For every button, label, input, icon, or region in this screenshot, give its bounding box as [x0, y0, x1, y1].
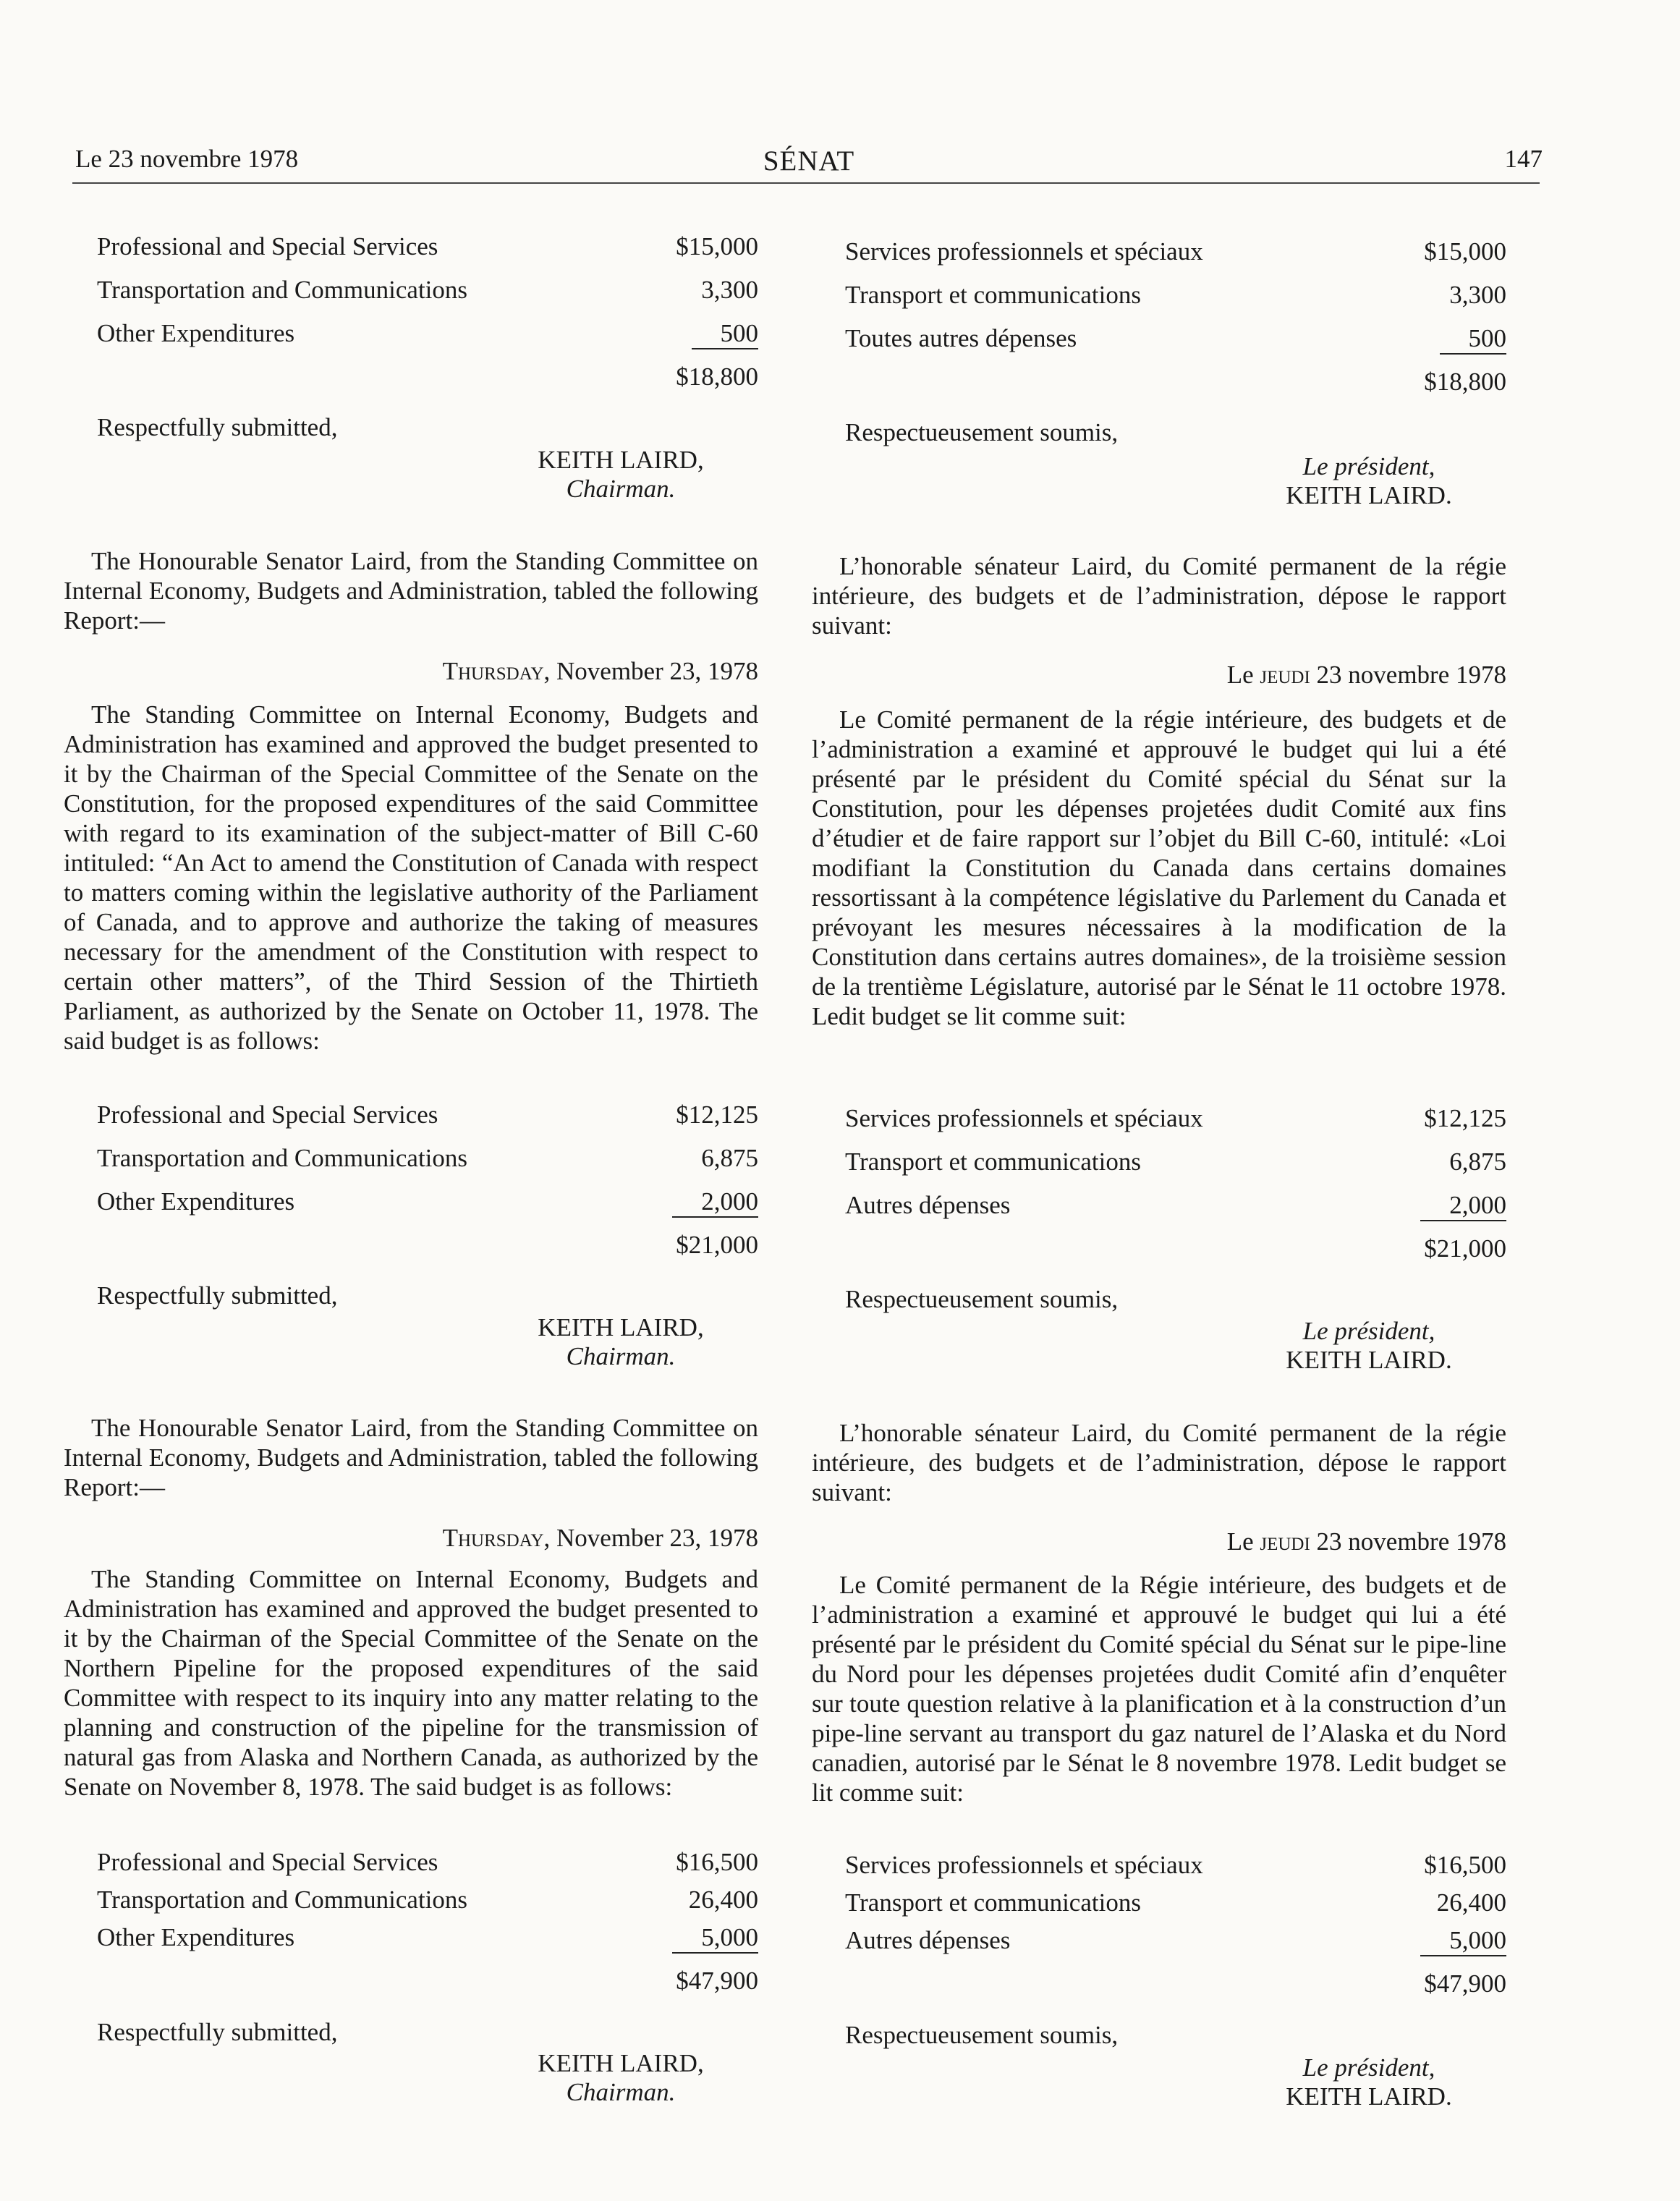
budget-label: Services professionnels et spéciaux	[845, 237, 1203, 266]
budget-label: Transportation and Communications	[97, 1144, 468, 1172]
signature-block	[64, 446, 758, 504]
submitted-line: Respectfully submitted,	[97, 1281, 338, 1310]
signature-title: Chairman.	[566, 475, 676, 503]
budget-row	[812, 1925, 1506, 1969]
budget-amount: 3,300	[701, 276, 758, 304]
report-intro: The Honourable Senator Laird, from the Standing Committee on Internal Economy, Budgets and Administration, tabled the following Report:—	[64, 1414, 758, 1501]
budget-amount: $15,000	[676, 232, 758, 260]
report-date: Le jeudi 23 novembre 1978	[1226, 661, 1506, 689]
signature-block	[812, 2053, 1506, 2111]
submitted-line: Respectueusement soumis,	[845, 1285, 1119, 1313]
signature-name: KEITH LAIRD,	[538, 2049, 704, 2077]
report-body: The Standing Committee on Internal Economy, Budgets and Administration has examined and approved the budget presented to it by the Chairman of the Special Committee of the Senate on the Northern Pipeline for the proposed expenditures of the said Committee with respect to its inquiry into any matter relating to the planning and construction of the pipeline for the transmission of natural gas from Alaska and Northern Canada, as authorized by the Senate on November 8, 1978. The said budget is as follows:	[64, 1565, 758, 1801]
budget-row	[812, 237, 1506, 280]
budget-label: Transport et communications	[845, 1888, 1141, 1917]
report-date: Thursday, November 23, 1978	[442, 1524, 758, 1552]
budget-label: Transportation and Communications	[97, 1886, 468, 1914]
budget-row	[812, 1103, 1506, 1147]
budget-row	[64, 1100, 758, 1143]
submitted-line: Respectueusement soumis,	[845, 418, 1119, 446]
budget-amount: 5,000	[672, 1922, 758, 1954]
signature-block	[64, 2049, 758, 2107]
budget-table-2-fr	[812, 1103, 1506, 1277]
report-intro: L’honorable sénateur Laird, du Comité permanent de la régie intérieure, des budgets et de l’administration, dépose le rapport suivant:	[812, 1419, 1506, 1506]
budget-amount: $16,500	[676, 1848, 758, 1876]
budget-amount: 2,000	[1420, 1190, 1506, 1221]
budget-label: Services professionnels et spéciaux	[845, 1104, 1203, 1132]
budget-total: $18,800	[676, 362, 758, 391]
budget-row	[64, 1847, 758, 1885]
budget-row	[812, 1190, 1506, 1234]
budget-table-2	[64, 1100, 758, 1273]
budget-amount: 500	[1440, 323, 1507, 355]
budget-amount: 26,400	[688, 1886, 758, 1914]
budget-total-row	[64, 1230, 758, 1273]
budget-total: $21,000	[1424, 1234, 1506, 1263]
budget-row	[812, 1147, 1506, 1190]
budget-row	[64, 275, 758, 318]
budget-row	[812, 1850, 1506, 1888]
signature-block	[64, 1313, 758, 1371]
budget-row	[64, 1885, 758, 1922]
signature-name: KEITH LAIRD.	[1286, 481, 1452, 509]
report-date: Thursday, November 23, 1978	[442, 657, 758, 685]
submitted-line: Respectfully submitted,	[97, 413, 338, 441]
budget-label: Professional and Special Services	[97, 232, 438, 260]
budget-amount: 500	[692, 318, 759, 349]
report-intro: L’honorable sénateur Laird, du Comité permanent de la régie intérieure, des budgets et de l’administration, dépose le rapport suivant:	[812, 552, 1506, 640]
budget-row	[64, 1143, 758, 1187]
budget-table-3-fr	[812, 1850, 1506, 2012]
budget-row	[64, 1922, 758, 1966]
signature-title: Chairman.	[566, 1342, 676, 1370]
budget-label: Transportation and Communications	[97, 276, 468, 304]
submitted-line: Respectueusement soumis,	[845, 2021, 1119, 2049]
budget-amount: $16,500	[1424, 1851, 1506, 1879]
budget-row	[64, 232, 758, 275]
report-body: Le Comité permanent de la Régie intérieure, des budgets et de l’administration a examiné et approuvé le budget qui lui a été présenté par le président du Comité spécial du Sénat sur le pipe-line du Nord pour les dépenses projetées dudit Comité afin d’enquêter sur toute question relative à la planification et à la construction d’un pipe-line servant au transport du gaz naturel de l’Alaska et du Nord canadien, autorisé par le Sénat le 8 novembre 1978. Ledit budget se lit comme suit:	[812, 1571, 1506, 1807]
budget-total-row	[812, 367, 1506, 410]
header-date: Le 23 novembre 1978	[75, 145, 299, 173]
budget-row	[812, 280, 1506, 323]
budget-label: Transport et communications	[845, 1148, 1141, 1176]
budget-label: Autres dépenses	[845, 1191, 1011, 1219]
signature-title: Chairman.	[566, 2078, 676, 2106]
budget-label: Autres dépenses	[845, 1926, 1011, 1954]
budget-label: Professional and Special Services	[97, 1848, 438, 1876]
budget-amount: 2,000	[672, 1187, 758, 1218]
report-date: Le jeudi 23 novembre 1978	[1226, 1527, 1506, 1556]
signature-name: KEITH LAIRD,	[538, 446, 704, 474]
budget-total-row	[812, 1969, 1506, 2012]
budget-row	[64, 1187, 758, 1230]
signature-name: KEITH LAIRD,	[538, 1313, 704, 1341]
signature-title: Le président,	[1302, 1317, 1435, 1345]
report-intro: The Honourable Senator Laird, from the Standing Committee on Internal Economy, Budgets and Administration, tabled the following Report:—	[64, 547, 758, 635]
budget-total: $47,900	[1424, 1969, 1506, 1998]
report-body: The Standing Committee on Internal Economy, Budgets and Administration has examined and approved the budget presented to it by the Chairman of the Special Committee of the Senate on the Constitution, for the proposed expenditures of the said Committee with regard to its examination of the subject-matter of Bill C-60 intituled: “An Act to amend the Constitution of Canada with respect to matters coming within the legislative authority of the Parliament of Canada, and to approve and authorize the taking of measures necessary for the amendment of the Constitution with respect to certain other matters”, of the Third Session of the Thirtieth Parliament, as authorized by the Senate on October 11, 1978. The said budget is as follows:	[64, 700, 758, 1055]
signature-title: Le président,	[1302, 2053, 1435, 2082]
budget-total: $18,800	[1424, 368, 1506, 396]
budget-amount: 5,000	[1420, 1925, 1506, 1956]
budget-amount: $12,125	[1424, 1104, 1506, 1132]
budget-amount: $12,125	[676, 1100, 758, 1129]
budget-label: Other Expenditures	[97, 319, 295, 347]
header-title: SÉNAT	[763, 145, 855, 177]
budget-amount: 6,875	[1449, 1148, 1506, 1176]
budget-label: Services professionnels et spéciaux	[845, 1851, 1203, 1879]
budget-amount: 26,400	[1436, 1888, 1506, 1917]
budget-label: Other Expenditures	[97, 1923, 295, 1951]
budget-total: $47,900	[676, 1967, 758, 1995]
signature-name: KEITH LAIRD.	[1286, 2082, 1452, 2111]
signature-block	[812, 1317, 1506, 1375]
header-rule	[72, 182, 1540, 184]
budget-total-row	[64, 1966, 758, 2009]
signature-block	[812, 452, 1506, 510]
budget-table-1	[64, 232, 758, 405]
budget-amount: 6,875	[701, 1144, 758, 1172]
budget-label: Toutes autres dépenses	[845, 324, 1077, 352]
budget-total: $21,000	[676, 1231, 758, 1259]
signature-title: Le président,	[1302, 452, 1435, 480]
budget-amount: 3,300	[1449, 281, 1506, 309]
budget-label: Professional and Special Services	[97, 1100, 438, 1129]
report-body: Le Comité permanent de la régie intérieure, des budgets et de l’administration a examiné et approuvé le budget qui lui a été présenté par le président du Comité spécial du Sénat sur la Constitution, pour les dépenses projetées dudit Comité aux fins d’étudier et de faire rapport sur l’objet du Bill C-60, intitulé: «Loi modifiant la Constitution du Canada dans certains domaines ressortissant à la compétence législative du Parlement du Canada et prévoyant les mesures nécessaires à la modification de la Constitution dans certains autres domaines», de la troisième session de la trentième Législature, autorisé par le Sénat le 11 octobre 1978. Ledit budget se lit comme suit:	[812, 705, 1506, 1030]
budget-total-row	[812, 1234, 1506, 1277]
budget-row	[812, 1888, 1506, 1925]
budget-amount: $15,000	[1424, 237, 1506, 266]
budget-row	[64, 318, 758, 362]
budget-label: Transport et communications	[845, 281, 1141, 309]
page-number: 147	[1504, 145, 1543, 173]
budget-total-row	[64, 362, 758, 405]
budget-label: Other Expenditures	[97, 1187, 295, 1216]
budget-table-1-fr	[812, 237, 1506, 410]
submitted-line: Respectfully submitted,	[97, 2018, 338, 2046]
budget-table-3	[64, 1847, 758, 2009]
signature-name: KEITH LAIRD.	[1286, 1346, 1452, 1374]
running-header	[75, 145, 1543, 182]
budget-row	[812, 323, 1506, 367]
